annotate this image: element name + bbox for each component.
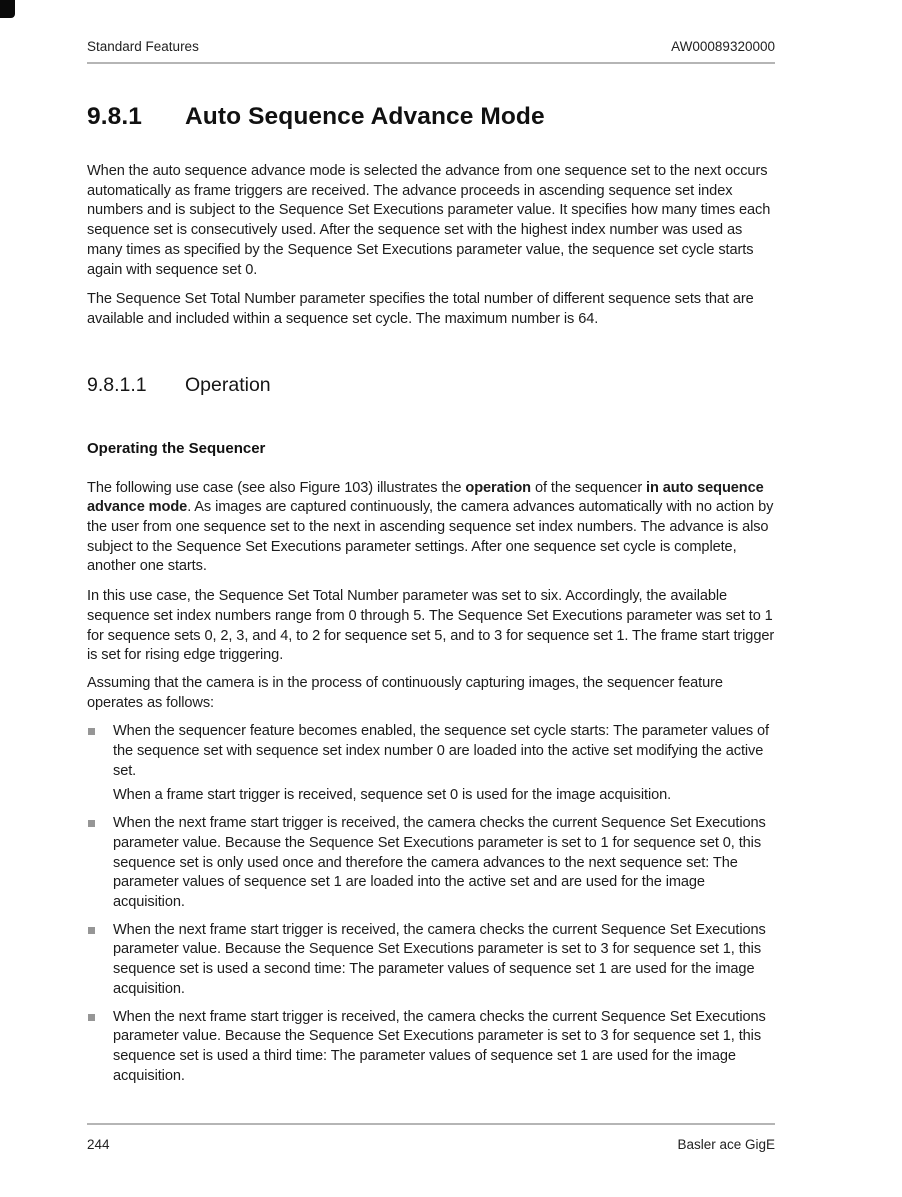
- section-title: [87, 103, 775, 131]
- subsection-title-text: Operation: [185, 373, 271, 396]
- list-item-text: When the sequencer feature becomes enabled, the sequence set cycle starts: The parameter values of the sequence set with sequence set index number 0 are loaded into the active set modifying the active set.: [113, 723, 769, 779]
- section-number: 9.8.1: [87, 103, 142, 130]
- use-case-text-3: . As images are captured continuously, the camera advances automatically with no action by the user from one sequence set to the next in ascending sequence set index numbers. The advance is also subject to the Sequence Set Executions parameter settings. After one sequence set cycle is complete, another one starts.: [87, 499, 774, 575]
- bullet-square-icon: [88, 1014, 95, 1021]
- list-item: [87, 921, 775, 1000]
- bullet-square-icon: [88, 728, 95, 735]
- subsection-number: 9.8.1.1: [87, 373, 147, 396]
- page-footer: [87, 1123, 775, 1152]
- footer-rule: [87, 1123, 775, 1125]
- list-item-text: When the next frame start trigger is received, the camera checks the current Sequence Set Executions parameter value. Because the Sequence Set Executions parameter is set to 3 for sequence set 1, this sequence set is used a third time: The parameter values of sequence set 1 are used for the image acquisition.: [113, 1008, 766, 1084]
- bullet-square-icon: [88, 820, 95, 827]
- paragraph-intro: When the auto sequence advance mode is selected the advance from one sequence set to the next occurs automatically as frame triggers are received. The advance proceeds in ascending sequence set index numbers and is subject to the Sequence Set Executions parameter value. It specifies how many times each sequence set is consecutively used. After the sequence set with the highest index number was used as many times as specified by the Sequence Set Executions parameter value, the sequence set cycle starts again with sequence set 0.: [87, 163, 771, 278]
- use-case-bold-operation: operation: [465, 479, 531, 496]
- use-case-bold-mode: in auto sequence advance mode: [87, 479, 764, 516]
- page-number: 244: [87, 1137, 110, 1152]
- header-rule: [87, 62, 775, 64]
- page-content: [87, 0, 775, 1086]
- subsection-title: [87, 374, 775, 397]
- bullet-square-icon: [88, 927, 95, 934]
- scan-artifact: [0, 0, 15, 18]
- use-case-text-1: The following use case (see also Figure 103) illustrates the: [87, 479, 466, 496]
- header-left-label: Standard Features: [87, 39, 199, 54]
- sequencer-steps-list: [87, 722, 775, 1086]
- section-title-text: Auto Sequence Advance Mode: [185, 103, 545, 130]
- operating-sequencer-heading: Operating the Sequencer: [87, 439, 266, 457]
- paragraph-total-number: The Sequence Set Total Number parameter specifies the total number of different sequence sets that are available and included within a sequence set cycle. The maximum number is 64.: [87, 291, 754, 327]
- paragraph-parameters: In this use case, the Sequence Set Total Number parameter was set to six. Accordingly, the available sequence set index numbers range from 0 through 5. The Sequence Set Executions parameter was set to 1 for sequence sets 0, 2, 3, and 4, to 2 for sequence set 5, and to 3 for sequence set 1. The frame start trigger is set for rising edge triggering.: [87, 588, 775, 664]
- paragraph-use-case: [87, 479, 775, 578]
- footer-product-name: Basler ace GigE: [677, 1137, 775, 1152]
- paragraph-assuming: Assuming that the camera is in the process of continuously capturing images, the sequencer feature operates as follows:: [87, 674, 723, 711]
- list-item-extra-text: When a frame start trigger is received, sequence set 0 is used for the image acquisition.: [113, 787, 672, 804]
- list-item: [87, 722, 775, 806]
- list-item-text: When the next frame start trigger is received, the camera checks the current Sequence Set Executions parameter value. Because the Sequence Set Executions parameter is set to 1 for sequence set 0, this sequence set is only used once and therefore the camera advances to the next sequence set: The parameter values of sequence set 1 are loaded into the active set and are used for the image acquisition.: [113, 815, 766, 910]
- list-item: [87, 1008, 775, 1087]
- running-header: [87, 39, 775, 54]
- use-case-text-2: of the sequencer: [531, 479, 647, 496]
- list-item-text: When the next frame start trigger is received, the camera checks the current Sequence Set Executions parameter value. Because the Sequence Set Executions parameter is set to 3 for sequence set 1, this sequence set is used a second time: The parameter values of sequence set 1 are used for the image acquisition.: [113, 921, 766, 997]
- header-right-doc-number: AW00089320000: [671, 39, 775, 54]
- list-item: [87, 814, 775, 913]
